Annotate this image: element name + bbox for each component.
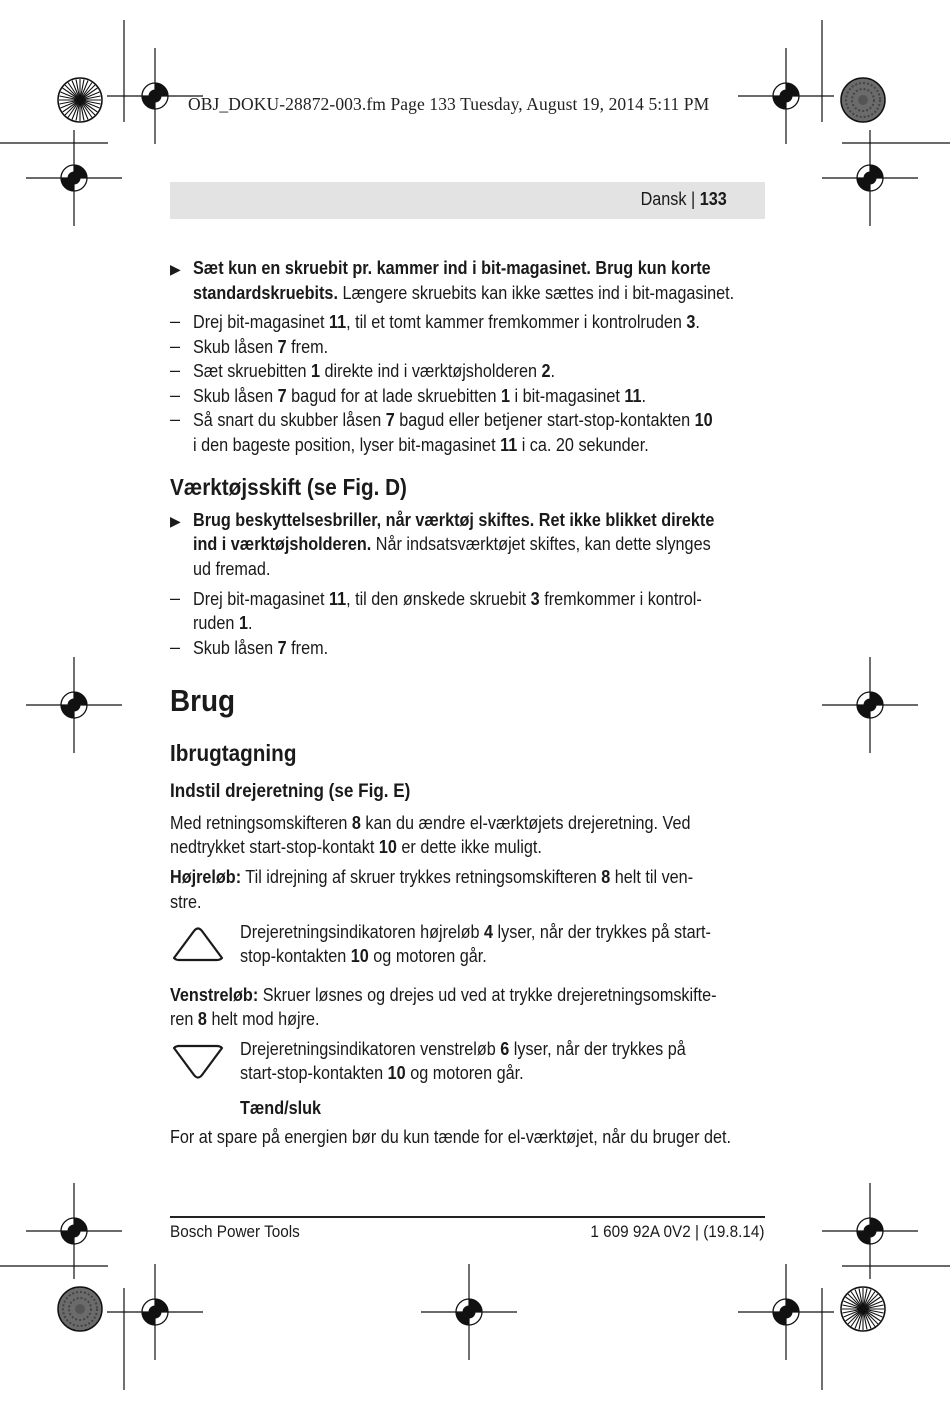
warning-line: ud fremad. (193, 559, 271, 579)
dash-marker: – (170, 637, 181, 657)
paragraph-line: ren 8 helt mod højre. (170, 1009, 320, 1029)
step-line: Skub låsen 7 bagud for at lade skruebitten 1 i bit-magasinet 11. (193, 386, 647, 406)
warning-line: Sæt kun en skruebit pr. kammer ind i bit-magasinet. Brug kun korte (193, 258, 711, 278)
section-title-tool-change: Værktøjsskift (se Fig. D) (170, 474, 407, 500)
dash-marker: – (170, 409, 181, 429)
direction-left-indicator-icon (170, 1043, 226, 1081)
direction-right-indicator-icon (170, 925, 226, 963)
paragraph-line: start-stop-kontakten 10 og motoren går. (240, 1063, 524, 1083)
step-line: Sæt skruebitten 1 direkte ind i værktøjsholderen 2. (193, 361, 555, 381)
page-number: 133 (699, 189, 727, 209)
warning-line: Brug beskyttelsesbriller, når værktøj skiftes. Ret ikke blikket direkte (193, 510, 715, 530)
print-slug: OBJ_DOKU-28872-003.fm Page 133 Tuesday, August 19, 2014 5:11 PM (188, 94, 710, 114)
paragraph-line: stop-kontakten 10 og motoren går. (240, 946, 487, 966)
dash-marker: – (170, 588, 181, 608)
chapter-title: Brug (170, 683, 236, 718)
warning-line: ind i værktøjsholderen. Når indsatsværktøjet skiftes, kan dette slynges (193, 534, 711, 554)
paragraph-line: Med retningsomskifteren 8 kan du ændre el-værktøjets drejeretning. Ved (170, 813, 691, 833)
triangle-right-icon: ▶ (170, 261, 181, 277)
dash-marker: – (170, 336, 181, 356)
warning-line: standardskruebits. Længere skruebits kan ikke sættes ind i bit-magasinet. (193, 283, 735, 303)
paragraph-line: Drejeretningsindikatoren højreløb 4 lyser, når der trykkes på start- (240, 922, 711, 942)
step-line: Så snart du skubber låsen 7 bagud eller betjener start-stop-kontakten 10 (193, 410, 713, 430)
subsection-title-direction: Indstil drejeretning (se Fig. E) (170, 781, 411, 802)
footer-rule (170, 1216, 765, 1218)
subsection-title-onoff: Tænd/sluk (240, 1098, 322, 1118)
paragraph-line: For at spare på energien bør du kun tænde for el-værktøjet, når du bruger det. (170, 1127, 731, 1147)
section-title-startup: Ibrugtagning (170, 740, 297, 766)
paragraph-line: nedtrykket start-stop-kontakt 10 er dette ikke muligt. (170, 837, 542, 857)
header-separator: | (691, 189, 696, 209)
header-text (641, 189, 727, 210)
dash-marker: – (170, 385, 181, 405)
paragraph-line: Højreløb: Til idrejning af skruer trykkes retningsomskifteren 8 helt til ven- (170, 867, 694, 887)
step-line: ruden 1. (193, 613, 253, 633)
page-header (170, 182, 765, 219)
header-language: Dansk (640, 189, 687, 209)
dash-marker: – (170, 360, 181, 380)
step-line: Drej bit-magasinet 11, til et tomt kammer fremkommer i kontrolruden 3. (193, 312, 700, 332)
step-line: i den bageste position, lyser bit-magasinet 11 i ca. 20 sekunder. (193, 435, 649, 455)
paragraph-line: stre. (170, 892, 202, 912)
footer-brand: Bosch Power Tools (170, 1222, 300, 1241)
paragraph-line: Venstreløb: Skruer løsnes og drejes ud ved at trykke drejeretningsomskifte- (170, 985, 717, 1005)
step-line: Skub låsen 7 frem. (193, 337, 329, 357)
paragraph-line: Drejeretningsindikatoren venstreløb 6 lyser, når der trykkes på (240, 1039, 686, 1059)
footer-doc-number: 1 609 92A 0V2 | (19.8.14) (589, 1222, 764, 1241)
triangle-right-icon: ▶ (170, 513, 181, 529)
step-line: Drej bit-magasinet 11, til den ønskede skruebit 3 fremkommer i kontrol- (193, 589, 702, 609)
dash-marker: – (170, 311, 181, 331)
step-line: Skub låsen 7 frem. (193, 638, 329, 658)
